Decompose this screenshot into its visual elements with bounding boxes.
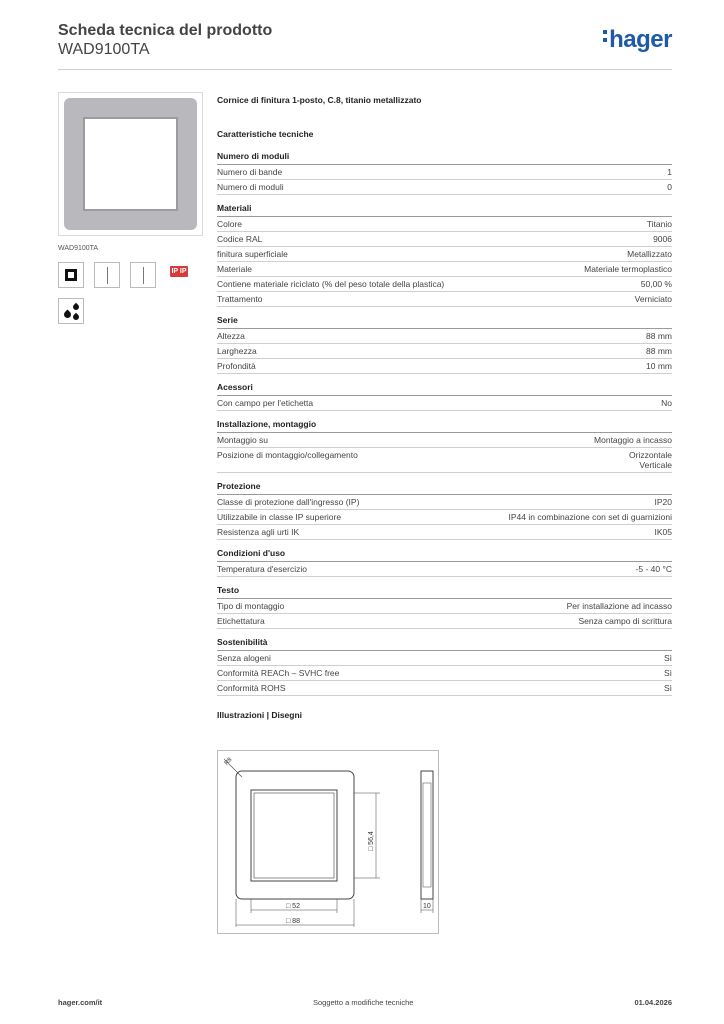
spec-value	[664, 653, 672, 663]
spec-row	[217, 329, 672, 344]
section-title: Protezione	[217, 481, 672, 495]
spec-label: Altezza	[217, 331, 245, 341]
spec-value	[653, 234, 672, 244]
spec-label: Con campo per l'etichetta	[217, 398, 314, 408]
spec-value-line: Metallizzato	[627, 249, 672, 259]
spec-row	[217, 396, 672, 411]
spec-value	[578, 616, 672, 626]
spec-row	[217, 599, 672, 614]
spec-row	[217, 448, 672, 473]
technical-drawing	[217, 750, 439, 934]
spec-value-line: 0	[667, 182, 672, 192]
spec-section	[217, 637, 672, 696]
product-code: WAD9100TA	[58, 41, 150, 58]
spec-value	[655, 527, 673, 537]
spec-value	[641, 279, 672, 289]
drawing-svg	[218, 751, 438, 933]
spec-row	[217, 232, 672, 247]
spec-label: Numero di moduli	[217, 182, 284, 192]
spec-section	[217, 548, 672, 577]
section-title: Numero di moduli	[217, 151, 672, 165]
spec-value	[584, 264, 672, 274]
ip-badge-icon: IP IP	[171, 268, 187, 275]
spec-value-line: 50,00 %	[640, 279, 672, 289]
spec-row	[217, 666, 672, 681]
spec-value	[647, 219, 672, 229]
spec-value-line: 9006	[653, 234, 672, 244]
spec-label: Montaggio su	[217, 435, 269, 445]
spec-value	[664, 683, 672, 693]
spec-value-line: Sì	[663, 653, 672, 663]
spec-section	[217, 382, 672, 411]
dim-inner-width: □ 52	[286, 903, 300, 910]
spec-row	[217, 681, 672, 696]
footer-notice: Soggetto a modifiche tecniche	[313, 998, 414, 1007]
spec-value	[567, 601, 672, 611]
spec-value-line: 88 mm	[646, 331, 672, 341]
spec-label: Larghezza	[217, 346, 257, 356]
section-title: Condizioni d'uso	[217, 548, 672, 562]
section-title: Materiali	[217, 203, 672, 217]
spec-label: Conformità REACh – SVHC free	[217, 668, 340, 678]
spec-sections	[217, 151, 672, 696]
spec-row	[217, 165, 672, 180]
spec-label: Codice RAL	[217, 234, 263, 244]
spec-label: Senza alogeni	[217, 653, 271, 663]
spec-row	[217, 433, 672, 448]
hager-logo: hager	[603, 26, 672, 54]
section-title: Acessori	[217, 382, 672, 396]
spec-value-line: IP44 in combinazione con set di guarnizioni	[508, 512, 672, 522]
spec-value	[636, 564, 672, 574]
spec-section	[217, 315, 672, 374]
spec-row	[217, 247, 672, 262]
spec-value	[629, 450, 672, 470]
dim-outer-width: □ 88	[286, 918, 300, 925]
spec-section	[217, 481, 672, 540]
spec-value	[627, 249, 672, 259]
spec-value	[635, 294, 672, 304]
spec-section	[217, 419, 672, 473]
spec-label: Classe di protezione dall'ingresso (IP)	[217, 497, 360, 507]
spec-row	[217, 292, 672, 307]
spec-value-line: Sì	[663, 668, 672, 678]
vertical-line-icon	[130, 262, 156, 288]
spec-value	[646, 331, 672, 341]
spec-value	[661, 398, 672, 408]
corner-radius-label: R8	[223, 756, 234, 767]
spec-value	[667, 182, 672, 192]
spec-value	[646, 361, 672, 371]
spec-label: Resistenza agli urti IK	[217, 527, 300, 537]
image-caption: WAD9100TA	[58, 245, 99, 252]
spec-value	[509, 512, 673, 522]
spec-row	[217, 510, 672, 525]
page-header	[58, 22, 672, 70]
spec-value-line: -5 - 40 °C	[635, 564, 672, 574]
spec-value-line: IK05	[654, 527, 672, 537]
footer-date: 01.04.2026	[634, 998, 672, 1007]
water-drops-icon	[58, 298, 84, 324]
section-title: Sostenibilità	[217, 637, 672, 651]
spec-section	[217, 151, 672, 195]
spec-row	[217, 180, 672, 195]
spec-row	[217, 344, 672, 359]
product-visuals	[58, 92, 203, 324]
spec-value-line: 10 mm	[646, 361, 672, 371]
spec-value-line: Titanio	[646, 219, 672, 229]
footer-website[interactable]: hager.com/it	[58, 998, 103, 1007]
spec-value-line: Verticale	[639, 460, 672, 470]
spec-label: Trattamento	[217, 294, 263, 304]
spec-value	[646, 346, 672, 356]
product-image	[58, 92, 203, 236]
spec-label: Profondità	[217, 361, 256, 371]
section-title: Serie	[217, 315, 672, 329]
spec-row	[217, 277, 672, 292]
dim-depth: 10	[423, 903, 431, 910]
spec-label: Colore	[217, 219, 243, 229]
spec-row	[217, 359, 672, 374]
spec-value	[664, 668, 672, 678]
spec-value	[594, 435, 672, 445]
spec-value	[655, 497, 673, 507]
spec-section	[217, 585, 672, 629]
spec-section	[217, 203, 672, 307]
spec-row	[217, 651, 672, 666]
spec-row	[217, 562, 672, 577]
spec-value-line: Montaggio a incasso	[594, 435, 672, 445]
logo-dots-icon	[603, 30, 608, 46]
product-specs	[217, 95, 672, 720]
spec-row	[217, 525, 672, 540]
spec-row	[217, 495, 672, 510]
frame-square-icon	[58, 262, 84, 288]
spec-label: Conformità ROHS	[217, 683, 286, 693]
spec-value-line: Sì	[663, 683, 672, 693]
spec-value-line: Verniciato	[634, 294, 672, 304]
spec-label: Utilizzabile in classe IP superiore	[217, 512, 342, 522]
spec-value	[667, 167, 672, 177]
spec-row	[217, 614, 672, 629]
spec-value-line: Materiale termoplastico	[584, 264, 672, 274]
section-title: Testo	[217, 585, 672, 599]
spec-label: Etichettatura	[217, 616, 265, 626]
spec-value-line: Senza campo di scrittura	[578, 616, 672, 626]
spec-value-line: Orizzontale	[629, 450, 672, 460]
spec-value-line: Per installazione ad incasso	[566, 601, 672, 611]
page-title: Scheda tecnica del prodotto	[58, 22, 273, 39]
section-title: Installazione, montaggio	[217, 419, 672, 433]
spec-label: Numero di bande	[217, 167, 283, 177]
spec-label: Contiene materiale riciclato (% del peso totale della plastica)	[217, 279, 445, 289]
spec-label: Tipo di montaggio	[217, 601, 285, 611]
spec-row	[217, 262, 672, 277]
tech-title: Caratteristiche tecniche	[217, 129, 314, 139]
spec-label: Materiale	[217, 264, 252, 274]
illustrations-title: Illustrazioni | Disegni	[217, 710, 303, 720]
spec-value-line: 88 mm	[646, 346, 672, 356]
spec-row	[217, 217, 672, 232]
vertical-line-icon	[94, 262, 120, 288]
spec-label: finitura superficiale	[217, 249, 288, 259]
feature-icons	[58, 262, 203, 288]
product-name: Cornice di finitura 1-posto, C.8, titanio metallizzato	[217, 95, 422, 105]
spec-value-line: No	[661, 398, 672, 408]
spec-label: Posizione di montaggio/collegamento	[217, 450, 358, 460]
spec-label: Temperatura d'esercizio	[217, 564, 307, 574]
spec-value-line: IP20	[654, 497, 672, 507]
spec-value-line: 1	[667, 167, 672, 177]
dim-inner-height: □ 56,4	[368, 831, 375, 851]
